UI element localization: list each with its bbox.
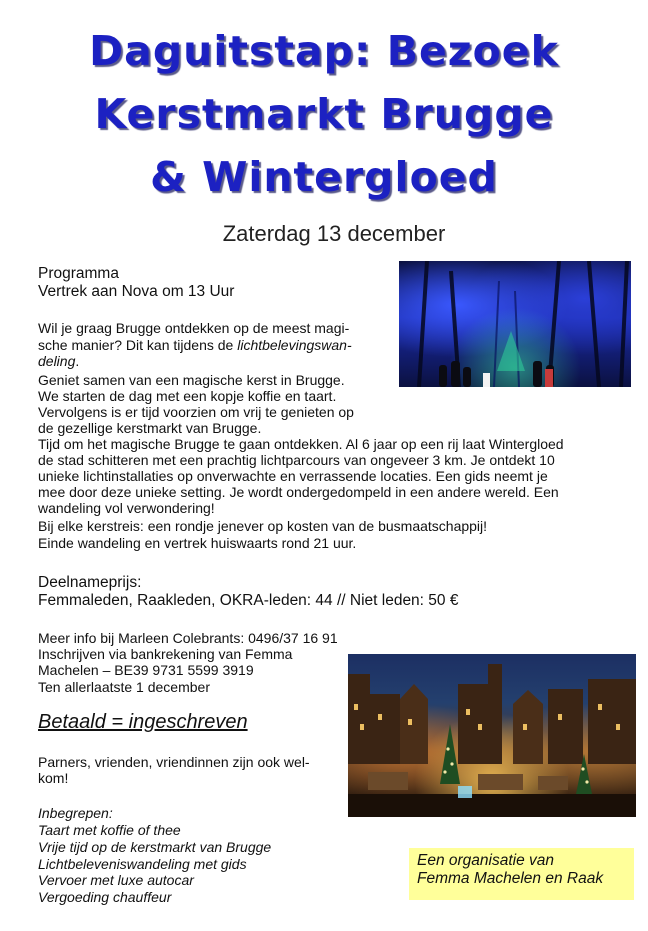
event-date: Zaterdag 13 december bbox=[222, 221, 446, 246]
organisation-line: Een organisatie van bbox=[417, 852, 555, 869]
body-line: Geniet samen van een magische kerst in Brugge. bbox=[38, 372, 345, 388]
included-item: Vergoeding chauffeur bbox=[38, 889, 172, 905]
included-item: Lichtbeleveniswandeling met gids bbox=[38, 856, 247, 872]
title-line-3: & Wintergloed bbox=[150, 153, 498, 201]
info-line: Inschrijven via bankrekening van Femma bbox=[38, 646, 293, 662]
partners-line: Parners, vrienden, vriendinnen zijn ook wel- bbox=[38, 754, 310, 770]
organisation-line: Femma Machelen en Raak bbox=[417, 870, 604, 887]
market-illustration bbox=[348, 654, 636, 817]
info-line: Meer info bij Marleen Colebrants: 0496/37 16 91 bbox=[38, 630, 338, 646]
body-line: mee door deze unieke setting. Je wordt ondergedompeld in een andere wereld. Een bbox=[38, 484, 559, 500]
wintergloed-light-forest-photo bbox=[399, 261, 631, 387]
title-line-2: Kerstmarkt Brugge bbox=[94, 90, 554, 138]
partners-line: kom! bbox=[38, 770, 69, 786]
body-line: Tijd om het magische Brugge te gaan ontdekken. Al 6 jaar op een rij laat Wintergloed bbox=[38, 436, 564, 452]
intro-text: sche manier? Dit kan tijdens de bbox=[38, 337, 238, 353]
intro-italic-text: lichtbelevingswan- bbox=[237, 337, 352, 353]
included-item: Taart met koffie of thee bbox=[38, 822, 181, 838]
programma-heading: Programma bbox=[38, 265, 119, 282]
included-item: Vervoer met luxe autocar bbox=[38, 872, 194, 888]
body-line: Einde wandeling en vertrek huiswaarts rond 21 uur. bbox=[38, 535, 357, 551]
included-heading: Inbegrepen: bbox=[38, 805, 113, 821]
body-line: de stad schitteren met een prachtig lichtparcours van ongeveer 3 km. Je ontdekt 10 bbox=[38, 452, 555, 468]
price-heading: Deelnameprijs: bbox=[38, 574, 142, 591]
included-item: Vrije tijd op de kerstmarkt van Brugge bbox=[38, 839, 272, 855]
intro-line bbox=[38, 353, 79, 369]
body-line: Vervolgens is er tijd voorzien om vrij te genieten op bbox=[38, 404, 354, 420]
intro-italic-text: deling bbox=[38, 353, 76, 369]
body-line: unieke lichtinstallaties op onverwachte en verrassende locaties. Een gids neemt je bbox=[38, 468, 548, 484]
intro-line: Wil je graag Brugge ontdekken op de meest magi- bbox=[38, 320, 350, 336]
body-line: We starten de dag met een kopje koffie en taart. bbox=[38, 388, 337, 404]
title-line-1: Daguitstap: Bezoek bbox=[89, 27, 559, 75]
brugge-christmas-market-photo bbox=[348, 654, 636, 817]
intro-line bbox=[38, 337, 352, 353]
intro-text: . bbox=[75, 353, 80, 369]
paid-registered-note: Betaald = ingeschreven bbox=[38, 711, 248, 733]
info-line: Machelen – BE39 9731 5599 3919 bbox=[38, 662, 254, 678]
price-details: Femmaleden, Raakleden, OKRA-leden: 44 // Niet leden: 50 € bbox=[38, 592, 459, 609]
organisation-box bbox=[409, 848, 634, 900]
info-line: Ten allerlaatste 1 december bbox=[38, 679, 210, 695]
body-line: de gezellige kerstmarkt van Brugge. bbox=[38, 420, 262, 436]
forest-illustration bbox=[399, 261, 631, 387]
departure-text: Vertrek aan Nova om 13 Uur bbox=[38, 283, 235, 300]
body-line: Bij elke kerstreis: een rondje jenever op kosten van de busmaatschappij! bbox=[38, 518, 488, 534]
body-line: wandeling vol verwondering! bbox=[38, 500, 215, 516]
